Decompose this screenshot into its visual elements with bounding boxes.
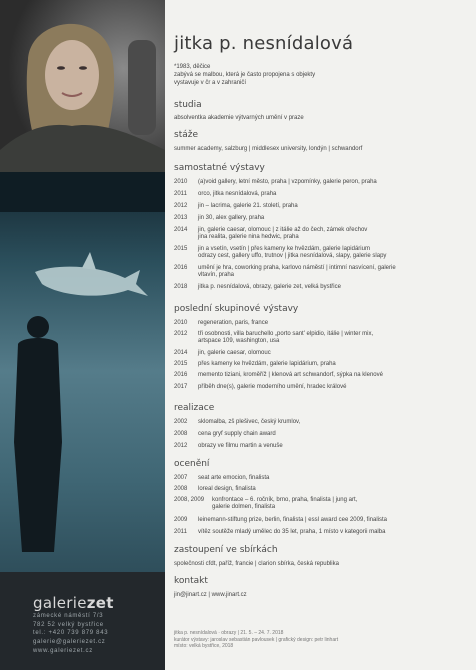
row-text: jin – lacrima, galerie 21. století, praha bbox=[198, 203, 298, 209]
photo-column bbox=[0, 0, 165, 670]
intro-line: zabývá se malbou, která je často propojena s objekty bbox=[174, 72, 316, 78]
row-text: příběh dne(s), galerie moderního umění, hradec králové bbox=[198, 384, 347, 390]
row-year: 2016 bbox=[174, 265, 188, 271]
contact-line: zámecké náměstí 7/3 bbox=[33, 613, 104, 619]
contact-line: galerie@galeriezet.cz bbox=[33, 639, 106, 646]
cv-panel bbox=[165, 0, 476, 670]
intro-line: vystavuje v čr a v zahraničí bbox=[174, 80, 247, 86]
row-text: tři osobnosti, villa baruchello „porto sant' elpidio, itálie | winter mix, artspace 109, washington, usa bbox=[198, 331, 374, 345]
artist-name: jitka p. nesnídalová bbox=[174, 33, 354, 54]
row-text: memento tiziani, kroměříž | klenová art schwandorf, sýpka na klenové bbox=[198, 372, 383, 378]
row-text: loreal design, finalista bbox=[198, 486, 256, 492]
artist-portrait-photo bbox=[0, 0, 165, 172]
row-year: 2009 bbox=[174, 517, 188, 523]
row-year: 2011 bbox=[174, 191, 187, 197]
row-text: přes kameny ke hvězdám, galerie lapidárium, praha bbox=[198, 361, 336, 367]
row-year: 2014 bbox=[174, 350, 188, 356]
row-year: 2010 bbox=[174, 320, 188, 326]
row-text: umění je hra, coworking praha, karlovo náměstí | intimní nasvícení, galerie vltavín, praha bbox=[198, 265, 396, 279]
row-year: 2008, 2009 bbox=[174, 497, 205, 503]
row-year: 2013 bbox=[174, 215, 188, 221]
row-text: orco, jitka nesnídalová, praha bbox=[198, 191, 277, 197]
row-year: 2008 bbox=[174, 431, 188, 437]
row-year: 2012 bbox=[174, 443, 188, 449]
section-heading-skupinove: poslední skupinové výstavy bbox=[174, 304, 299, 314]
contact-line: 782 52 velký bystřice bbox=[33, 621, 104, 628]
zastoupeni-text: společnosti cfdt, paříž, francie | clarion sbírka, česká republika bbox=[174, 561, 339, 567]
footer-line: jitka p. nesnídalová · obrazy | 21. 5. – 24. 7. 2018 bbox=[174, 630, 284, 636]
row-text: cena gryf supply chain award bbox=[198, 431, 276, 437]
row-text: (a)void gallery, letní město, praha | vzpomínky, galerie peron, praha bbox=[198, 179, 377, 185]
section-heading-realizace: realizace bbox=[174, 403, 215, 413]
kontakt-text: jin@jinart.cz | www.jinart.cz bbox=[174, 592, 247, 598]
row-text: regeneration, paris, france bbox=[198, 320, 269, 326]
row-year: 2007 bbox=[174, 475, 188, 481]
footer-line: místo: velká bystřice, 2018 bbox=[174, 643, 234, 650]
row-text: jitka p. nesnídalová, obrazy, galerie zet, velká bystřice bbox=[198, 284, 341, 290]
gallery-contact bbox=[33, 612, 108, 656]
section-heading-zastoupeni: zastoupení ve sbírkách bbox=[174, 545, 278, 555]
row-text: seat arte emocion, finalista bbox=[198, 475, 270, 481]
artist-intro bbox=[174, 63, 315, 87]
row-text: sklomalba, zš plešivec, český krumlov, bbox=[198, 419, 301, 425]
row-year: 2015 bbox=[174, 246, 188, 252]
section-heading-staze: stáže bbox=[174, 130, 198, 140]
section-heading-oceneni: ocenění bbox=[174, 459, 210, 469]
row-year: 2011 bbox=[174, 529, 187, 535]
row-year: 2002 bbox=[174, 419, 188, 425]
row-text: jin, galerie caesar, olomouc | z itálie až do čech, zámek ořechov jina realita, galerie nina hedwic, praha bbox=[198, 227, 368, 241]
row-year: 2015 bbox=[174, 361, 188, 367]
row-year: 2008 bbox=[174, 486, 188, 492]
contact-line: www.galeriezet.cz bbox=[33, 647, 93, 654]
row-text: jin 30, alex gallery, praha bbox=[198, 215, 265, 221]
section-heading-samostatne: samostatné výstavy bbox=[174, 163, 265, 173]
intro-line: *1983, děčice bbox=[174, 64, 211, 70]
contact-line: tel.: +420 739 879 843 bbox=[33, 630, 109, 637]
row-text: jin, galerie caesar, olomouc bbox=[198, 350, 271, 356]
row-text: leinemann-stiftung prize, berlin, finalista | essl award cee 2009, finalista bbox=[198, 517, 387, 523]
row-text: konfrontace – 6. ročník, brno, praha, finalista | jung art, galerie dolmen, finalista bbox=[212, 497, 358, 511]
row-year: 2010 bbox=[174, 179, 188, 185]
galerie-logo: galeriezet bbox=[33, 594, 114, 612]
section-heading-studia: studia bbox=[174, 100, 202, 110]
row-year: 2016 bbox=[174, 372, 188, 378]
section-heading-kontakt: kontakt bbox=[174, 576, 208, 586]
row-text: obrazy ve filmu martin a venuše bbox=[198, 443, 283, 449]
row-year: 2017 bbox=[174, 384, 188, 390]
row-year: 2012 bbox=[174, 203, 188, 209]
row-year: 2014 bbox=[174, 227, 188, 233]
row-year: 2012 bbox=[174, 331, 188, 337]
studia-text: absolventka akademie výtvarných umění v praze bbox=[174, 115, 304, 121]
poster-footer bbox=[174, 630, 338, 650]
staze-text: summer academy, salzburg | middlesex university, londýn | schwandorf bbox=[174, 146, 363, 152]
footer-line: kurátor výstavy: jaroslav sebastián pavlousek | grafický design: petr linhart bbox=[174, 636, 339, 643]
row-year: 2018 bbox=[174, 284, 188, 290]
row-text: jin a vsetín, vsetín | přes kameny ke hvězdám, galerie lapidárium odrazy cest, gallery uffo, trutnov | jitka nesnídalová, slapy, galerie slapy bbox=[198, 246, 387, 260]
row-text: vítěz soutěže mladý umělec do 35 let, praha, 1 místo v kategorii malba bbox=[198, 529, 386, 535]
